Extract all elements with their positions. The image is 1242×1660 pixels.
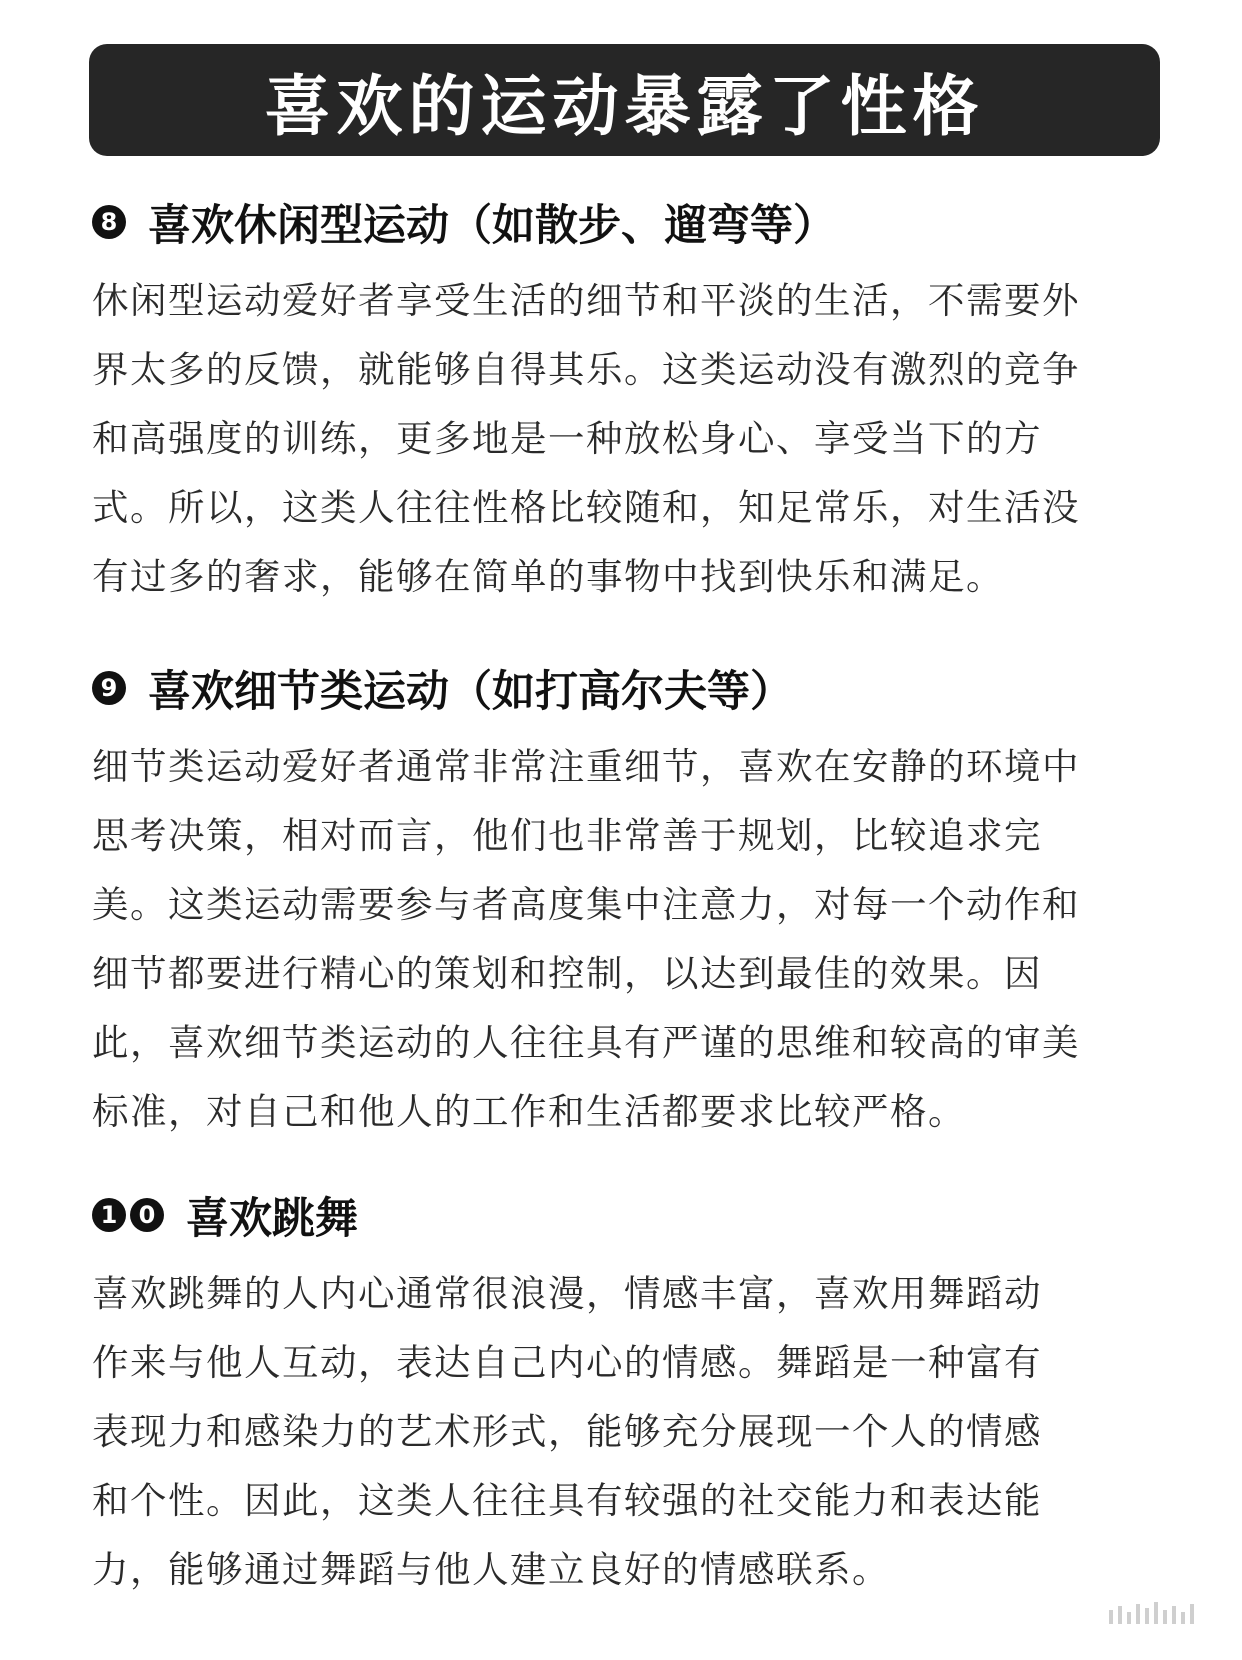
section-heading	[92, 1185, 1160, 1245]
watermark-bar	[1127, 1612, 1131, 1624]
paragraph-line: 休闲型运动爱好者享受生活的细节和平淡的生活，不需要外	[92, 279, 1080, 322]
paragraph-line: 细节类运动爱好者通常非常注重细节，喜欢在安静的环境中	[92, 745, 1080, 788]
number-badge-digit: 0	[130, 1198, 164, 1232]
paragraph-line: 和个性。因此，这类人往往具有较强的社交能力和表达能	[92, 1479, 1042, 1522]
watermark-bars	[1109, 1602, 1194, 1624]
paragraph-line: 标准，对自己和他人的工作和生活都要求比较严格。	[92, 1090, 966, 1133]
watermark-bar	[1109, 1610, 1113, 1624]
section-detail-sports	[92, 658, 1160, 1146]
section-dancing	[92, 1185, 1160, 1604]
watermark-bar	[1172, 1606, 1176, 1624]
watermark-bar	[1181, 1612, 1185, 1624]
paragraph-line: 表现力和感染力的艺术形式，能够充分展现一个人的情感	[92, 1410, 1042, 1453]
paragraph-line: 和高强度的训练，更多地是一种放松身心、享受当下的方	[92, 417, 1042, 460]
paragraph-line: 喜欢跳舞的人内心通常很浪漫，情感丰富，喜欢用舞蹈动	[92, 1272, 1042, 1315]
number-badge-digit: 9	[92, 671, 126, 705]
watermark-bar	[1154, 1602, 1158, 1624]
watermark-bar	[1118, 1606, 1122, 1624]
watermark-bar	[1145, 1608, 1149, 1624]
watermark-bar	[1136, 1604, 1140, 1624]
paragraph-line: 作来与他人互动，表达自己内心的情感。舞蹈是一种富有	[92, 1341, 1042, 1384]
paragraph-line: 式。所以，这类人往往性格比较随和，知足常乐，对生活没	[92, 486, 1080, 529]
paragraph-line: 美。这类运动需要参与者高度集中注意力，对每一个动作和	[92, 883, 1080, 926]
watermark-bar	[1163, 1610, 1167, 1624]
section-body	[92, 1259, 1160, 1604]
paragraph-line: 思考决策，相对而言，他们也非常善于规划，比较追求完	[92, 814, 1042, 857]
page-title: 喜欢的运动暴露了性格	[264, 67, 985, 145]
number-badge-digit: 1	[92, 1198, 126, 1232]
section-heading	[92, 192, 1160, 252]
watermark-bar	[1190, 1604, 1194, 1624]
paragraph-line: 界太多的反馈，就能够自得其乐。这类运动没有激烈的竞争	[92, 348, 1080, 391]
number-badge	[92, 205, 130, 239]
number-badge	[92, 671, 130, 705]
section-title: 喜欢细节类运动（如打高尔夫等）	[148, 666, 793, 717]
number-badge	[92, 1198, 168, 1232]
paragraph-line: 力，能够通过舞蹈与他人建立良好的情感联系。	[92, 1548, 890, 1591]
section-body	[92, 732, 1160, 1146]
section-title: 喜欢休闲型运动（如散步、遛弯等）	[148, 200, 836, 251]
title-banner	[89, 44, 1160, 156]
section-leisure-sports	[92, 192, 1160, 611]
paragraph-line: 细节都要进行精心的策划和控制，以达到最佳的效果。因	[92, 952, 1042, 995]
section-heading	[92, 658, 1160, 718]
paragraph-line: 此，喜欢细节类运动的人往往具有严谨的思维和较高的审美	[92, 1021, 1080, 1064]
number-badge-digit: 8	[92, 205, 126, 239]
paragraph-line: 有过多的奢求，能够在简单的事物中找到快乐和满足。	[92, 555, 1004, 598]
section-body	[92, 266, 1160, 611]
section-title: 喜欢跳舞	[186, 1193, 358, 1244]
